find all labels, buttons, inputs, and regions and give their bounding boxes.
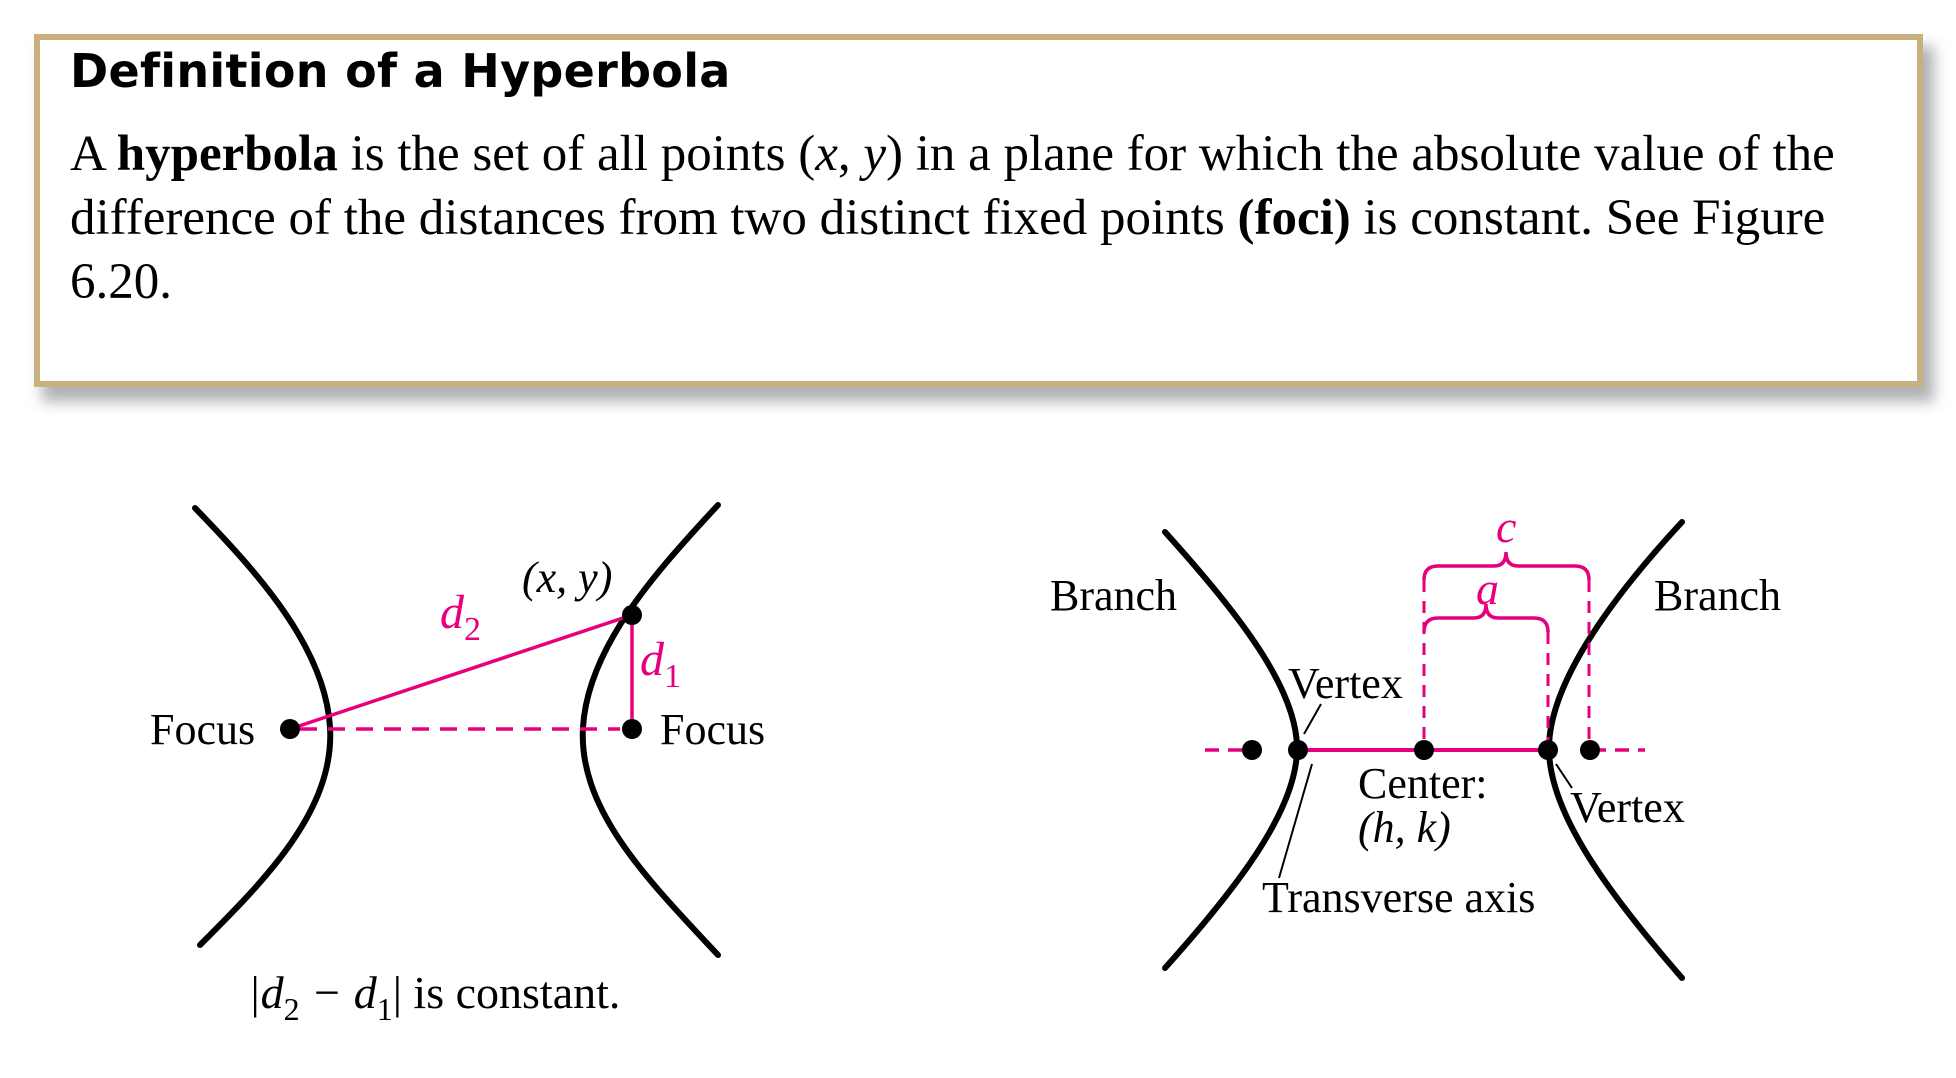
definition-text-part: A xyxy=(70,126,117,182)
left-focus-point xyxy=(280,719,300,739)
d1-subscript: 1 xyxy=(664,658,681,695)
center-point xyxy=(1414,740,1434,760)
caption-subscript: 2 xyxy=(283,991,300,1027)
definition-text-part: is constant. See Figure 6.20. xyxy=(70,190,1826,310)
definition-text-part: is the set of all points ( xyxy=(337,126,816,182)
c-brace xyxy=(1424,552,1589,580)
d1-label xyxy=(640,633,681,695)
vertex-label-left: Vertex xyxy=(1288,659,1403,708)
d2-subscript: 2 xyxy=(464,611,481,648)
vertex-left-pointer xyxy=(1304,704,1321,734)
d1-letter: d xyxy=(640,633,664,686)
caption-part: − d xyxy=(299,967,377,1018)
right-focus-point xyxy=(622,719,642,739)
figure-left xyxy=(150,505,765,1027)
a-label: a xyxy=(1476,563,1499,614)
caption-subscript: 1 xyxy=(376,991,393,1027)
focus-label-left: Focus xyxy=(150,705,256,754)
definition-term: hyperbola xyxy=(116,126,338,182)
caption-part: | is constant. xyxy=(392,967,621,1018)
figure-left-caption xyxy=(248,967,620,1027)
d2-letter: d xyxy=(440,586,464,639)
figure-right xyxy=(1050,501,1781,978)
c-label: c xyxy=(1496,501,1517,552)
vertex-label-right: Vertex xyxy=(1570,783,1685,832)
hyperbola-point xyxy=(622,605,642,625)
definition-foci: (foci) xyxy=(1237,190,1351,246)
focus-point-left xyxy=(1242,740,1262,760)
definition-var-y: y xyxy=(863,126,886,182)
d2-label xyxy=(440,586,481,648)
definition-var-x: x xyxy=(815,126,838,182)
point-label: (x, y) xyxy=(522,553,613,602)
transverse-axis-label: Transverse axis xyxy=(1262,873,1536,922)
center-label: Center: xyxy=(1358,759,1488,808)
center-coords-label: (h, k) xyxy=(1358,803,1451,852)
caption-part: |d xyxy=(248,967,284,1018)
definition-title: Definition of a Hyperbola xyxy=(70,44,731,98)
branch-label-left: Branch xyxy=(1050,571,1178,620)
definition-comma: , xyxy=(837,126,864,182)
focus-point-right xyxy=(1580,740,1600,760)
vertex-point-left xyxy=(1288,740,1308,760)
vertex-point-right xyxy=(1538,740,1558,760)
focus-label-right: Focus xyxy=(660,705,766,754)
transverse-axis-pointer xyxy=(1279,764,1312,878)
branch-label-right: Branch xyxy=(1654,571,1782,620)
definition-text-part: ) in a plane for which the absolute value of the difference of the distances from two distinct fixed points xyxy=(70,126,1835,246)
